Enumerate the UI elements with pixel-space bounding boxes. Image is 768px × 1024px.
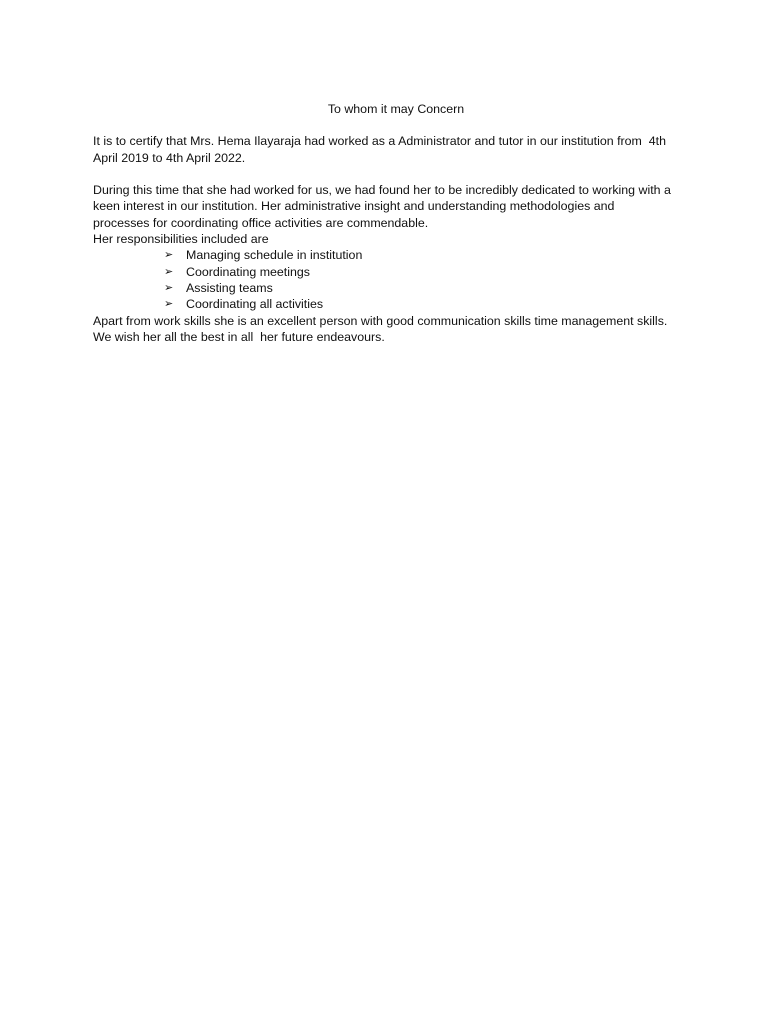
paragraph-spacer: [93, 166, 673, 182]
responsibilities-intro: Her responsibilities included are: [93, 232, 269, 247]
list-item-text: Managing schedule in institution: [186, 248, 363, 263]
list-item-text: Coordinating all activities: [186, 297, 324, 312]
list-item-text: Assisting teams: [186, 280, 273, 295]
closing-line: We wish her all the best in all her future endeavours.: [93, 329, 385, 344]
list-item-text: Coordinating meetings: [186, 264, 310, 279]
letter-body: [93, 101, 673, 345]
certification-paragraph: It is to certify that Mrs. Hema Ilayaraja had worked as a Administrator and tutor in our institution from 4th April 2019 to 4th April 2022.: [93, 134, 666, 165]
arrow-bullet-icon: ➢: [164, 265, 174, 278]
responsibilities-list: [93, 247, 673, 312]
arrow-bullet-icon: ➢: [164, 298, 174, 311]
arrow-bullet-icon: ➢: [164, 281, 174, 294]
list-item: [164, 247, 673, 263]
list-item: [164, 264, 673, 280]
dedication-paragraph: During this time that she had worked for us, we had found her to be incredibly dedicated to working with a keen interest in our institution. Her administrative insight and understanding methodologies and processes for coordinating office activities are commendable.: [93, 183, 671, 230]
letter-title: To whom it may Concern: [327, 102, 465, 116]
list-item: [164, 280, 673, 296]
arrow-bullet-icon: ➢: [164, 249, 174, 262]
list-item: [164, 296, 673, 312]
skills-paragraph: Apart from work skills she is an excellent person with good communication skills time management skills.: [93, 313, 668, 328]
